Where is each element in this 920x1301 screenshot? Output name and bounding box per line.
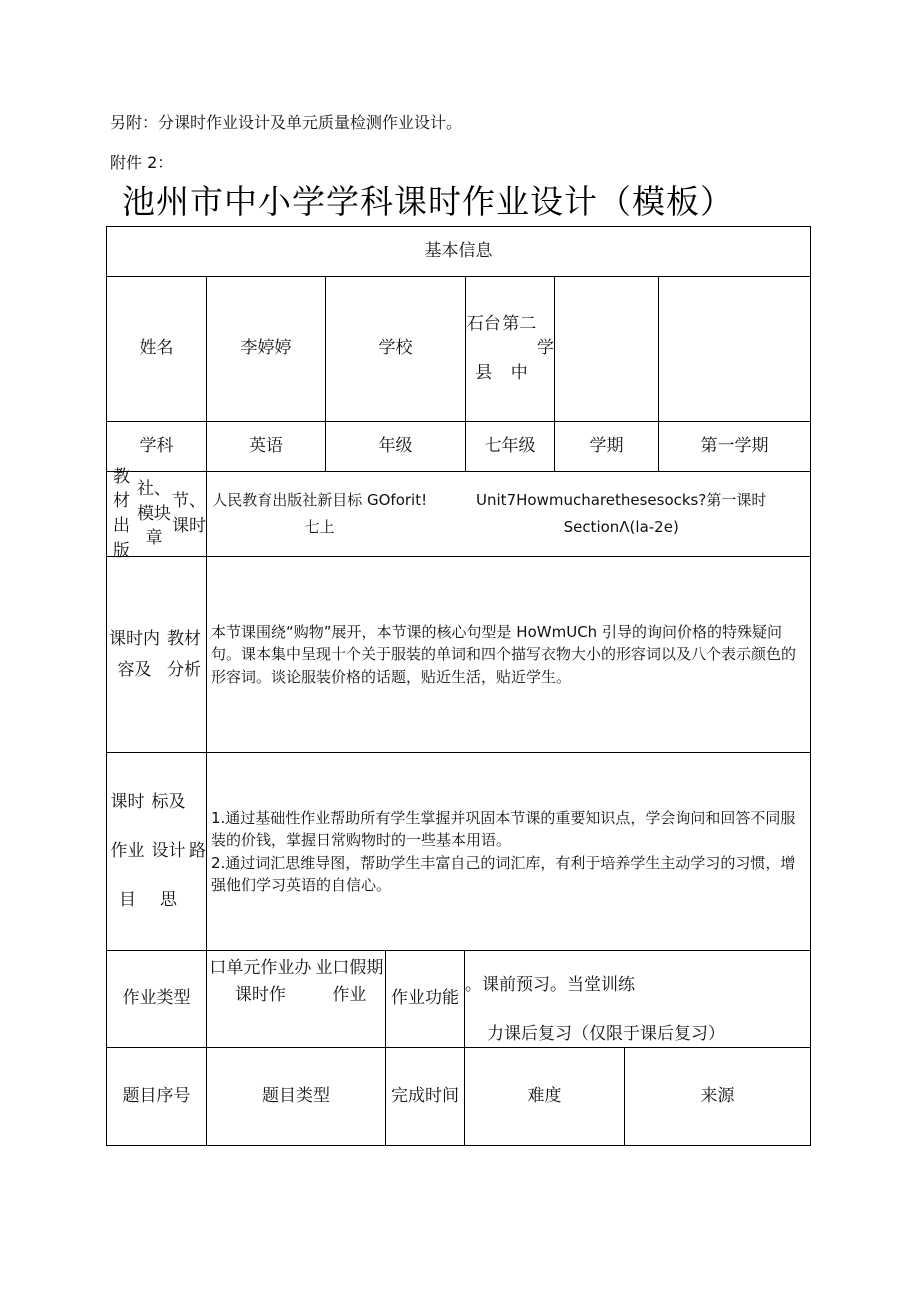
source-label: 来源	[624, 1047, 811, 1146]
content-analysis: 本节课围绕“购物”展开，本节课的核心句型是 HoWmUCh 引导的询问价格的特殊疑问句。课本集中呈现十个关于服装的单词和四个描写衣物大小的形容词以及八个表示颜色的形容词。谈论服装价格的话题，贴近生活，贴近学生。	[206, 556, 811, 753]
function-label-line: 作业	[391, 988, 425, 1009]
school-label: 学校	[325, 276, 466, 422]
content-label-line: 教材分析	[167, 628, 201, 680]
question-type-label: 题目类型	[206, 1047, 386, 1146]
textbook-label-line: 节、课时	[172, 491, 206, 536]
textbook-label	[106, 466, 207, 561]
question-number-label-line: 号	[173, 1085, 191, 1106]
completion-time-label-line: 完成	[391, 1085, 425, 1106]
type-options	[206, 950, 386, 1048]
goal-text-2: 2.通过词汇思维导图，帮助学生丰富自己的词汇库，有利于培养学生主动学习的习惯，增强他们学习英语的自信心。	[211, 853, 796, 894]
school-value-line: 第二中	[502, 313, 537, 383]
textbook-value-line: 人民教育出版社新目标 GOforit!七上	[212, 491, 428, 536]
term-label: 学期	[554, 421, 659, 472]
goal-label-line: 路	[189, 840, 206, 861]
goal-text	[206, 752, 811, 951]
difficulty-label: 难度	[464, 1047, 625, 1146]
page-title: 池州市中小学学科课时作业设计（模板）	[122, 182, 734, 221]
textbook-label-line: 教材出版	[112, 466, 130, 561]
function-options	[464, 950, 811, 1048]
type-options-line: 口单元作业办课时作	[209, 958, 312, 1006]
goal-label-line: 标及设计思	[151, 791, 186, 911]
type-label-line: 型	[173, 988, 191, 1009]
school-value	[465, 276, 555, 422]
empty-cell	[554, 276, 659, 422]
term-value: 第一学期	[658, 421, 811, 472]
content-label-line: 课时内容及	[109, 628, 160, 680]
assignment-design-table	[106, 226, 811, 1146]
school-value-line: 石台县	[466, 313, 501, 383]
function-line: 。课前预习。当堂训练	[465, 975, 635, 995]
school-value-line: 学	[537, 338, 554, 359]
question-number-label-line: 题目序	[122, 1085, 174, 1106]
attachment-label: 附件 2：	[110, 153, 174, 172]
goal-label	[106, 752, 207, 951]
grade-value: 七年级	[465, 421, 555, 472]
intro-line: 另附：分课时作业设计及单元质量检测作业设计。	[110, 113, 463, 132]
empty-cell	[658, 276, 811, 422]
function-line: 力课后复习（仅限于课后复习）	[487, 1024, 725, 1045]
function-label-line: 功能	[425, 988, 459, 1009]
type-options-line: 业口假期作业	[315, 958, 384, 1006]
grade-label: 年级	[325, 421, 466, 472]
name-value: 李婷婷	[206, 276, 326, 422]
basic-info-header: 基本信息	[106, 226, 811, 277]
textbook-label-line: 社、模块章	[136, 479, 171, 549]
type-label-line: 作业类	[122, 988, 174, 1009]
textbook-value-line: Unit7Howmucharethesesocks?第一课时 SectionΛ(la-2e)	[476, 491, 767, 536]
function-label	[385, 950, 465, 1048]
goal-text-1: 1.通过基础性作业帮助所有学生掌握并巩固本节课的重要知识点，学会询问和回答不同服装的价钱，掌握日常购物时的一些基本用语。	[211, 808, 796, 849]
subject-value: 英语	[206, 421, 326, 472]
type-label	[106, 950, 207, 1048]
content-label	[106, 556, 207, 753]
question-number-label	[106, 1047, 207, 1146]
subject-label: 学科	[106, 421, 207, 472]
completion-time-label	[385, 1047, 465, 1146]
textbook-value	[206, 471, 811, 557]
name-label: 姓名	[106, 276, 207, 422]
completion-time-label-line: 时间	[425, 1085, 459, 1106]
goal-label-line: 课时作业目	[110, 791, 145, 911]
